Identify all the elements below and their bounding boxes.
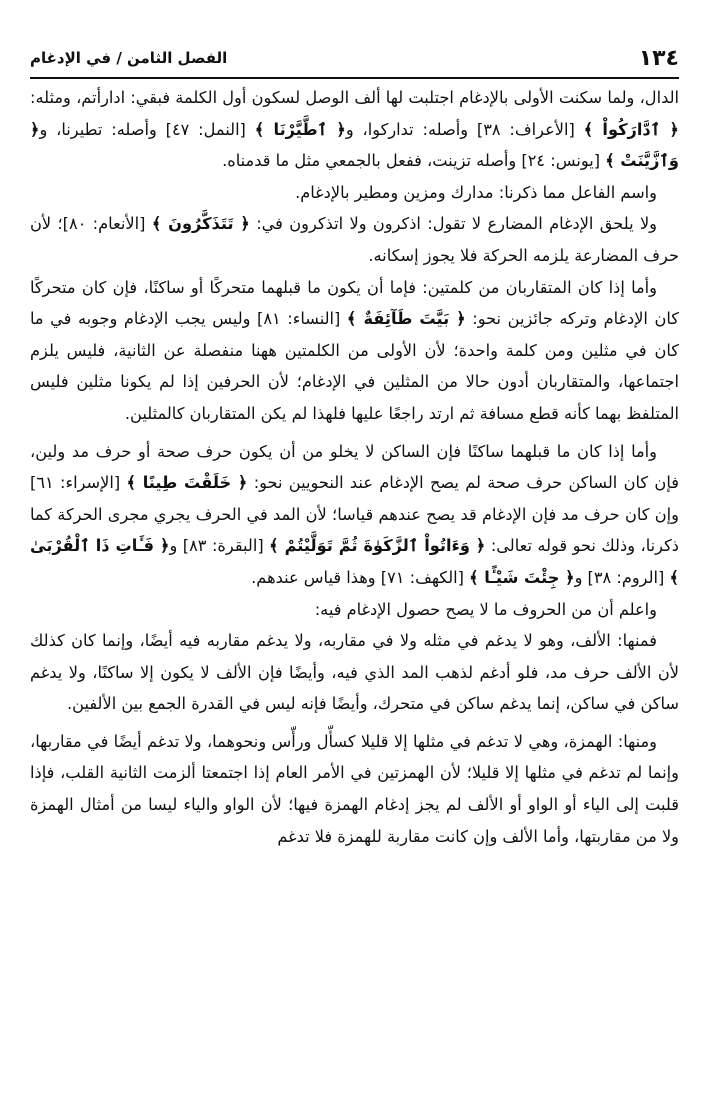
paragraph <box>30 594 679 626</box>
quran-quote: ﴿ وَٱزَّيَّنَتْ ﴾ <box>30 119 679 171</box>
text-run: [الروم: ٣٨] و <box>574 567 670 587</box>
quran-quote: ﴿ جِئْتَ شَيْـًٔا ﴾ <box>469 567 575 587</box>
quran-quote: ﴿ ٱطَّيَّرْنَا ﴾ <box>254 119 346 139</box>
page-number: ١٣٤ <box>638 46 679 71</box>
quran-quote: ﴿ ٱدَّارَكُواْ ﴾ <box>583 119 680 139</box>
paragraph <box>30 208 679 271</box>
header-divider <box>30 77 679 79</box>
paragraph <box>30 177 679 209</box>
text-run: [يونس: ٢٤] وأصله تزينت، ففعل بالجمعي مثل ما قدمناه. <box>222 151 606 171</box>
paragraph <box>30 625 679 720</box>
chapter-title: الفصل الثامن / في الإدغام <box>30 49 228 67</box>
text-run: [البقرة: ٨٣] و <box>169 536 270 556</box>
paragraph <box>30 436 679 594</box>
quran-quote: ﴿ فَـَٔاتِ ذَا ٱلْقُرْبَىٰ ﴾ <box>30 536 679 587</box>
text-run: فمنها: الألف، وهو لا يدغم في مثله ولا في مقاربه، ولا يدغم مقاربه فيه أيضًا، وإنما كان كذلك لأن الألف حرف مد، فلو أدغم لذهب المد الذي فيه، وأيضًا فإن الألف لا يكون إلا ساكنًا، ولا يدغم ساكن في ساكن، إنما يدغم ساكن في متحرك، وأيضًا فإنه ليس في القدرة الجمع بين الألفين. <box>30 631 679 714</box>
quran-quote: ﴿ تَتَذَكَّرُونَ ﴾ <box>151 214 250 234</box>
text-run: [الإسراء: ٦١] وإن كان حرف مد فإن الإدغام قد يصح عندهم قياسا؛ لأن المد في الحرف يجري مجرى الحركة كما ذكرنا، وذلك نحو قوله تعالى: <box>30 473 679 556</box>
page-header <box>30 44 679 74</box>
text-run: [الكهف: ٧١] وهذا قياس عندهم. <box>251 567 470 587</box>
text-run: وأما إذا كان ما قبلهما ساكنًا فإن الساكن لا يخلو من أن يكون حرف صحة أو حرف مد ولين، فإن كان الساكن حرف صحة لم يصح الإدغام عند النحويين نحو: <box>30 441 679 493</box>
text-run: ولا يلحق الإدغام المضارع لا تقول: اذكرون ولا اتذكرون في: <box>249 214 657 234</box>
text-run: [النمل: ٤٧] وأصله: تطيرنا، و <box>39 119 255 139</box>
text-run: واسم الفاعل مما ذكرنا: مدارك ومزين ومطير بالإدغام. <box>295 182 657 202</box>
text-run: ومنها: الهمزة، وهي لا تدغم في مثلها إلا قليلا كسأّل ورأّس ونحوهما، ولا تدغم أيضًا في مقاربها، وإنما لم تدغم في مثلها إلا قليلا؛ لأن الهمزتين في الأمر العام إذا اجتمعتا ألزمت الثانية القلب، فإذا قلبت إلى الياء أو الواو أو الألف لم يجز إدغام الهمزة فيها؛ لأن الواو والياء ليسا من أمثال الهمزة ولا من مقاربتها، وأما الألف وإن كانت مقاربة للهمزة فلا تدغم <box>30 731 679 846</box>
paragraph <box>30 272 679 430</box>
text-run: الدال، ولما سكنت الأولى بالإدغام اجتلبت لها ألف الوصل لسكون أول الكلمة فبقي: ادارأتم، ومثله: <box>30 88 679 107</box>
paragraph <box>30 726 679 852</box>
text-run: واعلم أن من الحروف ما لا يصح حصول الإدغام فيه: <box>314 599 657 619</box>
paragraph <box>30 82 679 177</box>
body-text <box>30 82 679 852</box>
text-run: وأما إذا كان المتقاربان من كلمتين: فإما أن يكون ما قبلهما متحركًا أو ساكنًا، فإن كان متحركًا كان الإدغام وتركه جائزين نحو: <box>30 277 680 329</box>
quran-quote: ﴿ بَيَّتَ طَآئِفَةٌ ﴾ <box>346 309 466 329</box>
quran-quote: ﴿ خَلَقْتَ طِينًا ﴾ <box>126 473 248 493</box>
text-run: [الأعراف: ٣٨] وأصله: تداركوا، و <box>345 119 584 139</box>
text-run: [النساء: ٨١] وليس يجب الإدغام وجوبه في ما كان في مثلين ومن كلمة واحدة؛ لأن الأولى من الكلمتين ههنا منفصلة عن الثانية، فليس يلزم اجتماعها، والمتقاربان أدون حالا من المثلين في الإدغام؛ لأن الحرفين إذا لم يكونا مثلين فليس المتلفظ بهما كأنه قطع مسافة ثم ارتد راجعًا عليها فلهذا لم يكن المتقاربان كالمثلين. <box>30 309 679 423</box>
text-run: [الأنعام: ٨٠]؛ لأن حرف المضارعة يلزمه الحركة فلا يجوز إسكانه. <box>30 214 679 265</box>
quran-quote: ﴿ وَءَاتُواْ ٱلزَّكَوٰةَ ثُمَّ تَوَلَّيْتُمْ ﴾ <box>269 536 486 556</box>
